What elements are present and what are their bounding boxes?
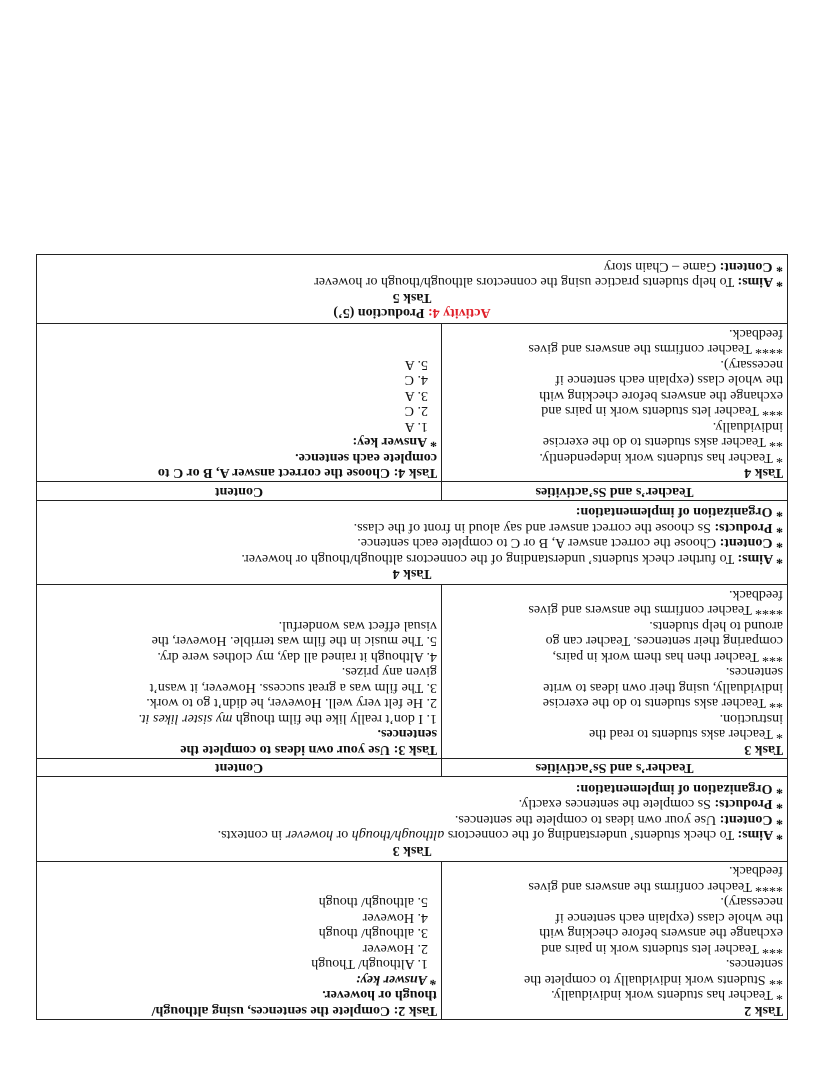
task4-content	[37, 324, 442, 482]
task3-products	[41, 796, 783, 812]
task3-left-line: *** Teacher then has them work in pairs,	[552, 649, 783, 664]
task4-left-line: feedback.	[728, 326, 783, 341]
task3-left-line: sentences.	[725, 664, 783, 680]
task3-sentence: 3. The film was a great success. However, it wasn’t	[149, 680, 437, 695]
activity4-label: Activity 4:	[428, 305, 491, 321]
task3-left-line: instruction.	[719, 711, 783, 726]
task2-answer-key-label: * Answer key:	[355, 972, 437, 987]
activity4-info	[37, 255, 788, 324]
task4-activities	[442, 324, 788, 482]
task2-left-line: sentences.	[725, 956, 783, 972]
task4-info	[37, 501, 788, 586]
task2-answer: 3. although/ though	[318, 925, 428, 941]
task2-left-line: necessary).	[720, 894, 783, 910]
task4-content	[41, 535, 783, 551]
header-content: Content	[37, 759, 442, 778]
header-content: Content	[37, 482, 442, 501]
task4-row	[37, 324, 788, 482]
content-label: * Content:	[719, 259, 783, 274]
sentence-text: 1. I don’t really like the film though	[232, 711, 437, 726]
task2-title: Task 2	[744, 1003, 783, 1018]
task4-answer-key-label: * Answer key:	[352, 434, 437, 450]
task3-row	[37, 585, 788, 759]
task2-answer: 2. However	[362, 941, 428, 956]
products-label: * Products:	[714, 796, 783, 812]
task4-title: Task 4	[744, 465, 783, 481]
aims-label: * Aims:	[737, 551, 783, 566]
task2-left-line: exchange the answers before checking with	[539, 925, 783, 941]
task3-left-line: feedback.	[728, 587, 783, 602]
task3-info-title: Task 3	[392, 843, 432, 858]
products-text: Ss choose the correct answer and say aloud in front of the class.	[353, 520, 715, 535]
task3-heading: sentences.	[377, 726, 437, 742]
aims-text: in contexts.	[217, 827, 286, 843]
task2-left-line: ** Students work individually to complete the	[524, 972, 783, 987]
task2-answer: 1. Although/ Though	[311, 956, 428, 972]
task2-heading: though or however.	[322, 987, 437, 1003]
task4-products	[41, 520, 783, 536]
task4-left-line: individually.	[712, 419, 783, 434]
task3-info	[37, 777, 788, 862]
content-text: Game – Chain story	[603, 259, 720, 274]
task3-sentence: 2. He felt very well. However, he didn’t go to work.	[146, 695, 437, 711]
task2-content	[37, 862, 442, 1020]
activity4-row	[37, 255, 788, 324]
activity4-name: Production (5’)	[333, 305, 429, 321]
task3-sentence: visual effect was wonderful.	[278, 618, 437, 633]
task3-left-line: comparing their sentences. Teacher can go	[545, 633, 783, 649]
aims-italic: although/though	[351, 827, 445, 843]
activity4-title	[41, 305, 783, 321]
aims-text: or	[333, 827, 352, 843]
aims-text: To further check students’ understanding of the connectors although/though or however.	[241, 551, 738, 566]
products-text: Ss complete the sentences exactly.	[518, 796, 715, 812]
aims-text: To help students practice using the connectors although/though or however	[314, 274, 738, 290]
task4-answer: 3. A	[404, 388, 428, 403]
task5-aims	[41, 274, 783, 290]
task3-sentence: 4. Although it rained all day, my clothes were dry.	[157, 649, 437, 664]
header-activities: Teacher’s and Ss’activities	[442, 482, 788, 501]
task4-left-line: **** Teacher confirms the answers and gives	[528, 341, 783, 357]
header-activities: Teacher’s and Ss’activities	[442, 759, 788, 778]
task2-answer: 4. However	[362, 910, 428, 925]
task4-info-row	[37, 501, 788, 586]
task4-left-line: * Teacher has students work independently.	[539, 450, 783, 465]
task3-sentence: given any prizes.	[341, 664, 437, 680]
task2-left-line: * Teacher has students work individually.	[551, 987, 783, 1003]
task3-left-line: * Teacher asks students to read the	[589, 726, 783, 742]
products-label: * Products:	[714, 520, 783, 535]
task4-aims	[41, 551, 783, 567]
task3-left-line: ** Teacher asks students to do the exercise	[542, 695, 783, 711]
task3-heading: Task 3: Use your own ideas to complete the	[180, 742, 437, 757]
task3-aims	[41, 827, 783, 843]
task4-answer: 5. A	[404, 357, 428, 372]
content-text: Use your own ideas to complete the sentences.	[454, 812, 720, 827]
task3-left-line: **** Teacher confirms the answers and gives	[528, 602, 783, 618]
task4-info-title: Task 4	[392, 566, 432, 582]
task3-info-row	[37, 777, 788, 862]
task3-sentence	[41, 711, 437, 727]
task3-title: Task 3	[744, 742, 783, 757]
aims-italic: however	[285, 827, 334, 843]
content-text: Choose the correct answer A, B or C to complete each sentence.	[357, 535, 720, 551]
column-header-row	[37, 482, 788, 501]
content-label: * Content:	[719, 535, 783, 551]
sentence-italic: my sister likes it.	[138, 711, 233, 726]
task3-content	[37, 585, 442, 759]
column-header-row	[37, 759, 788, 778]
task3-sentence: 5. The music in the film was terrible. However, the	[151, 633, 437, 649]
task4-left-line: the whole class (explain each sentence if	[555, 372, 783, 388]
task4-heading: complete each sentence.	[295, 450, 437, 465]
task4-left-line: ** Teacher asks students to do the exercise	[542, 434, 783, 450]
task3-organization: * Organization of implementation:	[575, 781, 783, 796]
content-label: * Content:	[719, 812, 783, 827]
task4-organization: * Organization of implementation:	[575, 504, 783, 520]
task4-left-line: necessary).	[720, 357, 783, 372]
task4-answer: 2. C	[404, 403, 428, 419]
task5-title: Task 5	[392, 290, 432, 305]
aims-label: * Aims:	[737, 274, 783, 290]
task5-content	[41, 259, 783, 275]
task3-activities	[442, 585, 788, 759]
task4-heading: Task 4: Choose the correct answer A, B or C to	[157, 465, 437, 481]
lesson-plan-table	[36, 255, 788, 1021]
task2-heading: Task 2: Complete the sentences, using although/	[151, 1003, 437, 1018]
task2-left-line: feedback.	[728, 863, 783, 879]
aims-label: * Aims:	[737, 827, 783, 843]
task3-left-line: around to help students.	[649, 618, 783, 633]
task3-content	[41, 812, 783, 828]
aims-text: To check students’ understanding of the connectors	[444, 827, 738, 843]
task4-left-line: *** Teacher lets students work in pairs and	[541, 403, 783, 419]
task2-answer: 5. although/ though	[318, 894, 428, 910]
task3-left-line: individually, using their own ideas to write	[543, 680, 783, 695]
task2-activities	[442, 862, 788, 1020]
task2-left-line: the whole class (explain each sentence if	[555, 910, 783, 925]
task4-left-line: exchange the answers before checking with	[539, 388, 783, 403]
task2-left-line: **** Teacher confirms the answers and gives	[528, 879, 783, 894]
task4-answer: 4. C	[404, 372, 428, 388]
task2-row	[37, 862, 788, 1020]
task2-left-line: *** Teacher lets students work in pairs and	[541, 941, 783, 956]
task4-answer: 1. A	[404, 419, 428, 434]
